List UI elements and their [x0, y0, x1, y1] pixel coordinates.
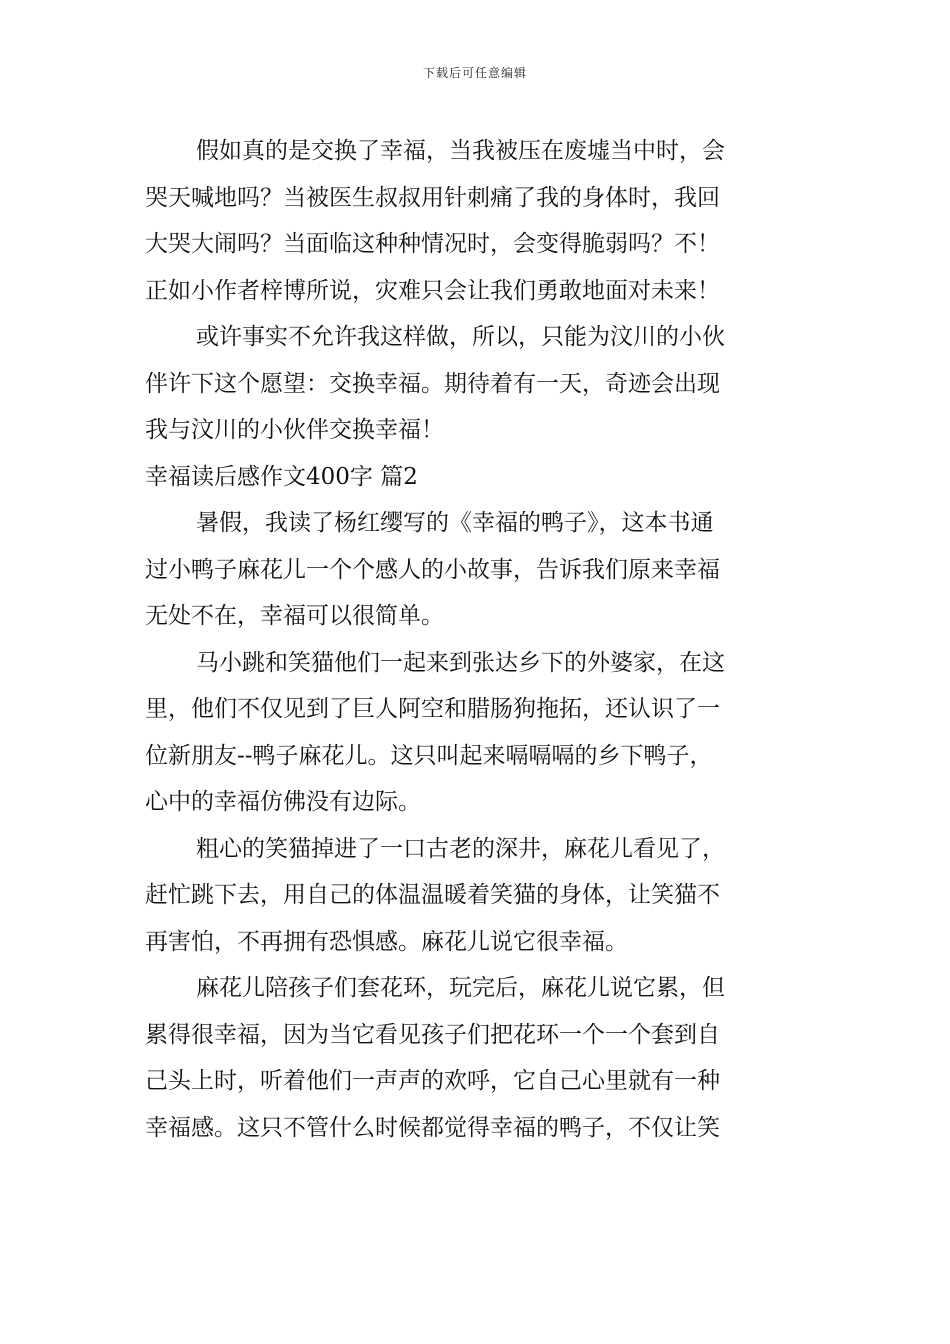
text-line: 过小鸭子麻花儿一个个感人的小故事，告诉我们原来幸福: [145, 556, 720, 583]
text-line: 或许事实不允许我这样做，所以，只能为汶川的小伙: [196, 324, 725, 350]
text-line: 假如真的是交换了幸福，当我被压在废墟当中时，会: [196, 138, 725, 164]
text-line: 里，他们不仅见到了巨人阿空和腊肠狗拖拓，还认识了一: [145, 696, 720, 722]
text-line: 麻花儿陪孩子们套花环，玩完后，麻花儿说它累，但: [196, 975, 725, 1001]
text-line: 赶忙跳下去，用自己的体温温暖着笑猫的身体，让笑猫不: [145, 882, 720, 908]
text-line: 再害怕，不再拥有恐惧感。麻花儿说它很幸福。: [145, 928, 628, 955]
text-line: 暑假，我读了杨红缨写的《幸福的鸭子》，这本书通: [196, 510, 714, 536]
text-line: 大哭大闹吗？当面临这种种情况时，会变得脆弱吗？不！: [145, 231, 720, 257]
section-heading: 幸福读后感作文400字 篇2: [145, 463, 418, 490]
text-line: 粗心的笑猫掉进了一口古老的深井，麻花儿看见了，: [196, 835, 725, 862]
text-line: 马小跳和笑猫他们一起来到张达乡下的外婆家，在这: [196, 649, 725, 676]
text-line: 己头上时，听着他们一声声的欢呼，它自己心里就有一种: [145, 1068, 720, 1094]
text-line: 幸福感。这只不管什么时候都觉得幸福的鸭子，不仅让笑: [145, 1114, 720, 1141]
text-line: 正如小作者梓博所说，灾难只会让我们勇敢地面对未来！: [145, 277, 720, 304]
document-body: [145, 128, 807, 1151]
text-line: 心中的幸福仿佛没有边际。: [145, 789, 421, 815]
text-line: 哭天喊地吗？当被医生叔叔用针刺痛了我的身体时，我回: [145, 184, 720, 211]
page-header: 下载后可任意编辑: [422, 66, 527, 80]
text-line: 伴许下这个愿望：交换幸福。期待着有一天，奇迹会出现: [145, 370, 720, 397]
text-line: 无处不在，幸福可以很简单。: [145, 603, 444, 629]
text-line: 我与汶川的小伙伴交换幸福！: [145, 417, 444, 443]
text-line: 累得很幸福，因为当它看见孩子们把花环一个一个套到自: [145, 1021, 720, 1048]
text-line: 位新朋友--鸭子麻花儿。这只叫起来嗝嗝嗝的乡下鸭子，: [145, 742, 713, 769]
